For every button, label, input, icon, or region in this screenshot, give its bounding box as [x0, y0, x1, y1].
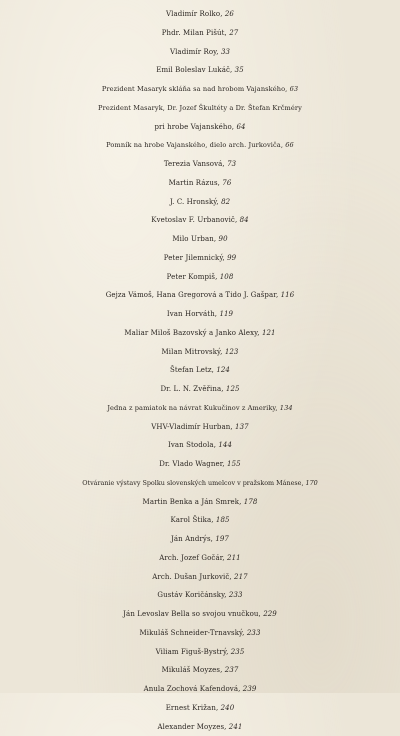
entry-caption: Vladimír Roy,	[170, 48, 221, 56]
index-entry	[0, 643, 400, 662]
index-entry	[0, 268, 400, 287]
entry-page-number: 64	[236, 123, 245, 131]
entry-caption: Mikuláš Moyzes,	[162, 666, 225, 674]
index-entry	[0, 436, 400, 455]
entry-caption: VHV-Vladimír Hurban,	[151, 423, 235, 431]
index-entry	[0, 549, 400, 568]
entry-caption: Emil Boleslav Lukáč,	[156, 66, 234, 74]
entry-page-number: 155	[227, 460, 241, 468]
entry-page-number: 66	[285, 141, 294, 149]
entry-page-number: 76	[222, 179, 231, 187]
entry-page-number: 185	[216, 516, 230, 524]
entry-page-number: 197	[215, 535, 229, 543]
entry-caption: Dr. Vlado Wagner,	[159, 460, 227, 468]
entry-page-number: 134	[280, 404, 293, 412]
index-entry	[0, 493, 400, 512]
index-entry	[0, 418, 400, 437]
index-entry	[0, 286, 400, 305]
entry-page-number: 241	[229, 723, 243, 731]
index-entry	[0, 324, 400, 343]
entry-page-number: 233	[247, 629, 261, 637]
entry-caption: Arch. Jozef Gočár,	[159, 554, 227, 562]
entry-caption: Prezident Masaryk skláňa sa nad hrobom Vajanského,	[102, 85, 290, 93]
index-entry	[0, 455, 400, 474]
entry-page-number: 27	[229, 29, 238, 37]
entry-page-number: 99	[227, 254, 236, 262]
index-entry	[0, 624, 400, 643]
entry-caption: Martin Benka a Ján Smrek,	[143, 498, 244, 506]
index-entry	[0, 249, 400, 268]
index-entry	[0, 61, 400, 80]
entry-page-number: 73	[227, 160, 236, 168]
entry-caption: Jedna z pamiatok na návrat Kukučinov z Ameriky,	[107, 404, 279, 412]
index-entry	[0, 43, 400, 62]
entry-page-number: 170	[306, 479, 318, 487]
index-entry	[0, 211, 400, 230]
index-entry	[0, 136, 400, 155]
index-entry	[0, 193, 400, 212]
entry-page-number: 108	[220, 273, 234, 281]
entry-caption: Otváranie výstavy Spolku slovenských umelcov v pražskom Mánese,	[82, 479, 305, 487]
entry-page-number: 125	[226, 385, 240, 393]
index-entry	[0, 399, 400, 418]
entry-caption: Ján Andrýs,	[171, 535, 215, 543]
entry-page-number: 240	[221, 704, 235, 712]
entry-page-number: 82	[221, 198, 230, 206]
index-entry	[0, 474, 400, 493]
entry-caption: Dr. L. N. Zvěřina,	[160, 385, 225, 393]
entry-caption: Alexander Moyzes,	[158, 723, 229, 731]
entry-caption: Phdr. Milan Pišút,	[162, 29, 230, 37]
entry-caption: Karol Štika,	[170, 516, 215, 524]
index-entry	[0, 568, 400, 587]
entry-page-number: 233	[229, 591, 243, 599]
index-entry	[0, 530, 400, 549]
entry-page-number: 211	[227, 554, 241, 562]
index-entry	[0, 80, 400, 99]
entry-caption: Pomník na hrobe Vajanského, dielo arch. Jurkoviča,	[106, 141, 285, 149]
entry-page-number: 124	[216, 366, 230, 374]
index-entry	[0, 380, 400, 399]
entry-page-number: 119	[219, 310, 233, 318]
index-entry	[0, 155, 400, 174]
entry-page-number: 229	[263, 610, 277, 618]
entry-page-number: 239	[243, 685, 257, 693]
index-entry	[0, 605, 400, 624]
entry-caption: pri hrobe Vajanského,	[154, 123, 236, 131]
entry-page-number: 235	[231, 648, 245, 656]
index-entry	[0, 661, 400, 680]
entry-caption: Milo Urban,	[172, 235, 218, 243]
entry-page-number: 116	[281, 291, 295, 299]
entry-page-number: 63	[290, 85, 299, 93]
entry-page-number: 121	[262, 329, 276, 337]
entry-caption: Peter Jilemnický,	[164, 254, 227, 262]
index-entry	[0, 5, 400, 24]
entry-caption: Arch. Dušan Jurkovič,	[152, 573, 234, 581]
index-entry	[0, 361, 400, 380]
entry-caption: Ernest Križan,	[166, 704, 221, 712]
index-entry	[0, 343, 400, 362]
entry-page-number: 90	[219, 235, 228, 243]
illustration-index	[0, 5, 400, 736]
index-entry	[0, 174, 400, 193]
entry-caption: Vladimír Rolko,	[166, 10, 225, 18]
entry-caption: Anula Zochová Kafendová,	[144, 685, 243, 693]
entry-caption: Ivan Stodola,	[168, 441, 218, 449]
entry-page-number: 123	[225, 348, 239, 356]
entry-caption: Milan Mitrovský,	[162, 348, 225, 356]
entry-page-number: 33	[221, 48, 230, 56]
entry-caption: Mikuláš Schneider-Trnavský,	[139, 629, 246, 637]
entry-page-number: 26	[225, 10, 234, 18]
entry-caption: Štefan Letz,	[170, 366, 216, 374]
entry-caption: Viliam Figuš-Bystrý,	[156, 648, 231, 656]
entry-page-number: 217	[234, 573, 248, 581]
entry-caption: Ján Levoslav Bella so svojou vnučkou,	[123, 610, 263, 618]
index-entry	[0, 99, 400, 118]
entry-page-number: 237	[225, 666, 239, 674]
index-entry	[0, 718, 400, 736]
entry-page-number: 35	[235, 66, 244, 74]
index-entry	[0, 230, 400, 249]
entry-caption: Gustáv Koričánsky,	[157, 591, 229, 599]
entry-caption: Ivan Horváth,	[167, 310, 220, 318]
entry-page-number: 144	[218, 441, 232, 449]
index-entry	[0, 511, 400, 530]
index-entry	[0, 680, 400, 699]
entry-caption: Martin Rázus,	[169, 179, 223, 187]
index-entry	[0, 24, 400, 43]
index-entry	[0, 586, 400, 605]
entry-page-number: 178	[244, 498, 258, 506]
entry-caption: Gejza Vámoš, Hana Gregorová a Tido J. Gašpar,	[106, 291, 281, 299]
index-entry	[0, 305, 400, 324]
entry-caption: Prezident Masaryk, Dr. Jozef Škultéty a Dr. Štefan Krčméry	[98, 104, 302, 112]
entry-caption: Maliar Miloš Bazovský a Janko Alexy,	[124, 329, 262, 337]
entry-caption: Peter Kompiš,	[167, 273, 220, 281]
entry-caption: Terezia Vansová,	[164, 160, 227, 168]
entry-caption: J. C. Hronský,	[170, 198, 221, 206]
index-entry	[0, 118, 400, 137]
entry-caption: Kvetoslav F. Urbanovič,	[151, 216, 239, 224]
index-entry	[0, 699, 400, 718]
entry-page-number: 84	[240, 216, 249, 224]
entry-page-number: 137	[235, 423, 249, 431]
